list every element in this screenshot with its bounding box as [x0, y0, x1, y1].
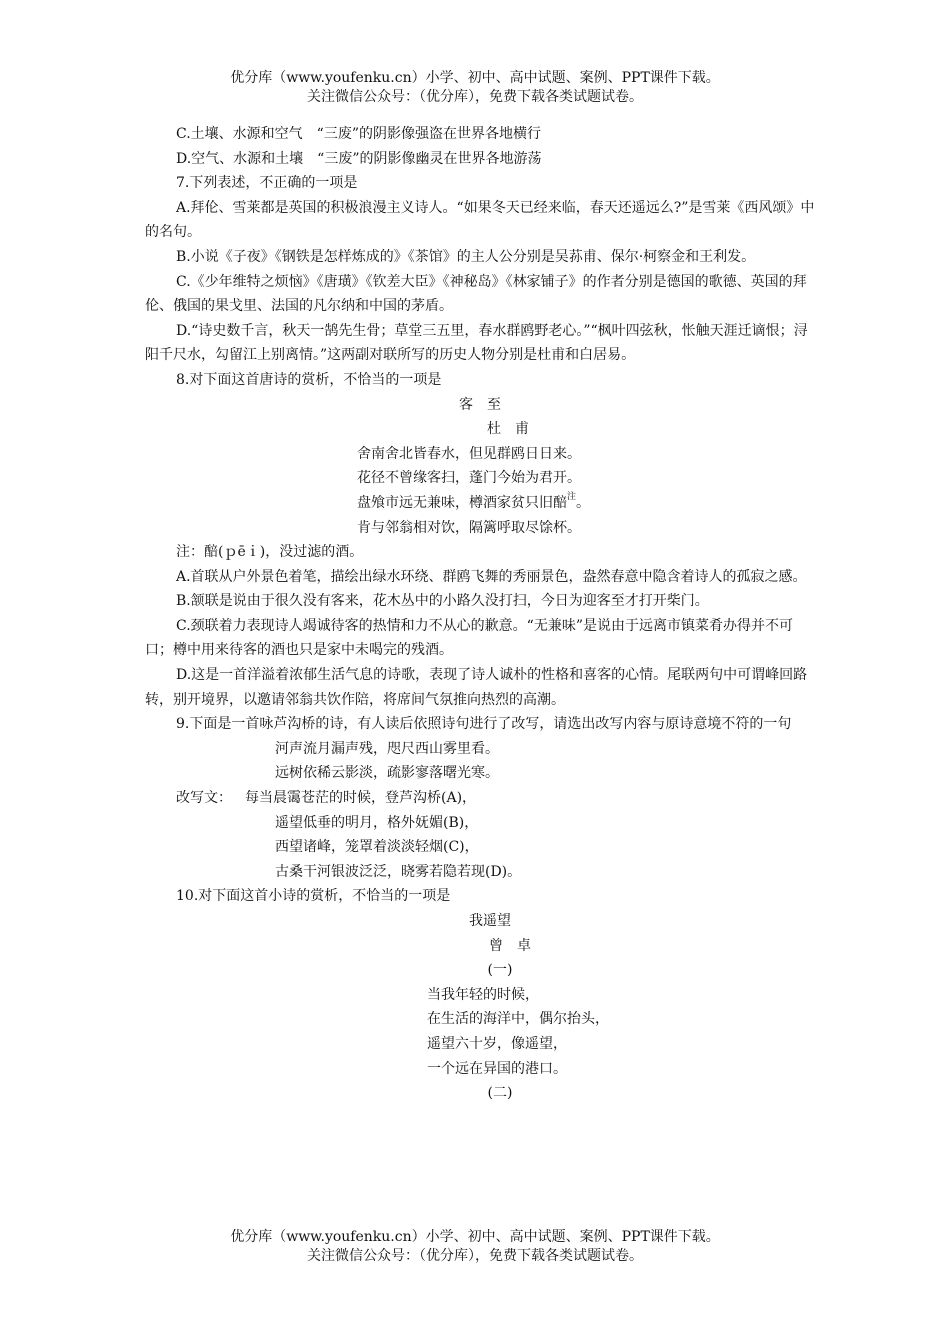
q8-poem-line-2: 花径不曾缘客扫，蓬门今始为君开。: [357, 470, 581, 487]
q10-stem: 10.对下面这首小诗的赏析，不恰当的一项是: [176, 888, 451, 905]
q9-stem: 9.下面是一首咏芦沟桥的诗，有人读后依照诗句进行了改写，请选出改写内容与原诗意境不符的一句: [176, 716, 792, 733]
q8-option-d: D.这是一首洋溢着浓郁生活气息的诗歌，表现了诗人诚朴的性格和喜客的心情。尾联两句中可谓峰回路转，别开境界，以邀请邻翁共饮作陪，将席间气氛推向热烈的高潮。: [145, 667, 808, 708]
q10-poem-author: 曾 卓: [489, 937, 531, 954]
header-line-1: 优分库（www.youfenku.cn）小学、初中、高中试题、案例、PPT课件下载。: [230, 70, 720, 86]
q8-option-b: B.颔联是说由于很久没有客来，花木丛中的小路久没打扫，今日为迎客至才打开柴门。: [176, 593, 709, 610]
q10-poem-line-2: 在生活的海洋中，偶尔抬头，: [427, 1011, 609, 1028]
q8-option-c: C.颈联着力表现诗人竭诚待客的热情和力不从心的歉意。“无兼味”是说由于远离市镇菜肴办得并不可口；樽中用来待客的酒也只是家中未喝完的残酒。: [145, 617, 793, 659]
q9-rewrite-3: 西望诸峰，笼罩着淡淡轻烟(C)，: [275, 839, 479, 856]
q9-rewrite-label: 改写文：: [176, 790, 232, 807]
q10-part-2: (二): [487, 1085, 513, 1102]
q6-option-d: D.空气、水源和土壤 “三废”的阴影像幽灵在世界各地游荡: [176, 150, 542, 167]
q6-option-c: C.土壤、水源和空气 “三废”的阴影像强盗在世界各地横行: [176, 126, 541, 142]
q7-option-b: B.小说《子夜》《钢铁是怎样炼成的》《茶馆》的主人公分别是吴荪甫、保尔·柯察金和王利发。: [176, 248, 756, 265]
q7-option-a: A.拜伦、雪莱都是英国的积极浪漫主义诗人。“如果冬天已经来临，春天还遥远么?”是雪莱《西风颂》中的名句。: [145, 199, 815, 241]
q10-part-1: (一): [487, 962, 513, 979]
document-body: [145, 122, 815, 1106]
q7-option-c: C.《少年维特之烦恼》《唐璜》《钦差大臣》《神秘岛》《林家铺子》的作者分别是德国的歌德、英国的拜伦、俄国的果戈里、法国的凡尔纳和中国的茅盾。: [145, 273, 807, 315]
note-marker: 注: [567, 491, 577, 502]
q9-rewrite-row-1: 改写文： 每当晨霭苍茫的时候，登芦沟桥(A)，: [145, 786, 815, 811]
q8-option-a: A.首联从户外景色着笔，描绘出绿水环绕、群鸥飞舞的秀丽景色，盎然春意中隐含着诗人的孤寂之感。: [176, 568, 807, 585]
q8-poem-line-3: 盘飧市远无兼味，樽酒家贫只旧醅$^注$。: [357, 491, 591, 511]
q10-poem-title: 我遥望: [469, 913, 511, 929]
q9-rewrite-4: 古桑干河银波泛泛，晓雾若隐若现(D)。: [275, 863, 522, 880]
q8-note: 注：醅(ｐēｉ)，没过滤的酒。: [176, 544, 364, 561]
q10-poem-line-1: 当我年轻的时候，: [427, 986, 539, 1003]
q8-poem-author: 杜 甫: [487, 421, 529, 438]
q7-option-d: D.“诗史数千言，秋天一鹄先生骨；草堂三五里，春水群鸥野老心。”“枫叶四弦秋，怅触天涯迁谪恨；浔阳千尺水，勾留江上别离情。”这两副对联所写的历史人物分别是杜甫和白居易。: [145, 322, 808, 364]
page-footer: [0, 1228, 950, 1266]
q9-poem-line-1: 河声流月漏声残，咫尺西山雾里看。: [275, 740, 499, 757]
q7-stem: 7.下列表述，不正确的一项是: [176, 175, 358, 192]
q9-rewrite-2: 遥望低垂的明月，格外妩媚(B)，: [275, 814, 479, 831]
q9-poem-line-2: 远树依稀云影淡，疏影寥落曙光寒。: [275, 765, 499, 782]
q10-poem-line-3: 遥望六十岁，像遥望，: [427, 1035, 567, 1052]
q8-poem-line-1: 舍南舍北皆春水，但见群鸥日日来。: [357, 445, 581, 462]
q8-poem-title: 客 至: [459, 396, 501, 413]
page-header: [0, 69, 950, 107]
footer-line-2: 关注微信公众号：（优分库），免费下载各类试题试卷。: [307, 1248, 643, 1264]
q8-stem: 8.对下面这首唐诗的赏析，不恰当的一项是: [176, 371, 442, 388]
footer-line-1: 优分库（www.youfenku.cn）小学、初中、高中试题、案例、PPT课件下载。: [230, 1229, 720, 1245]
q10-poem-line-4: 一个远在异国的港口。: [427, 1060, 567, 1077]
q8-poem-line-4: 肯与邻翁相对饮，隔篱呼取尽馀杯。: [357, 519, 581, 536]
header-line-2: 关注微信公众号：（优分库），免费下载各类试题试卷。: [307, 89, 643, 105]
